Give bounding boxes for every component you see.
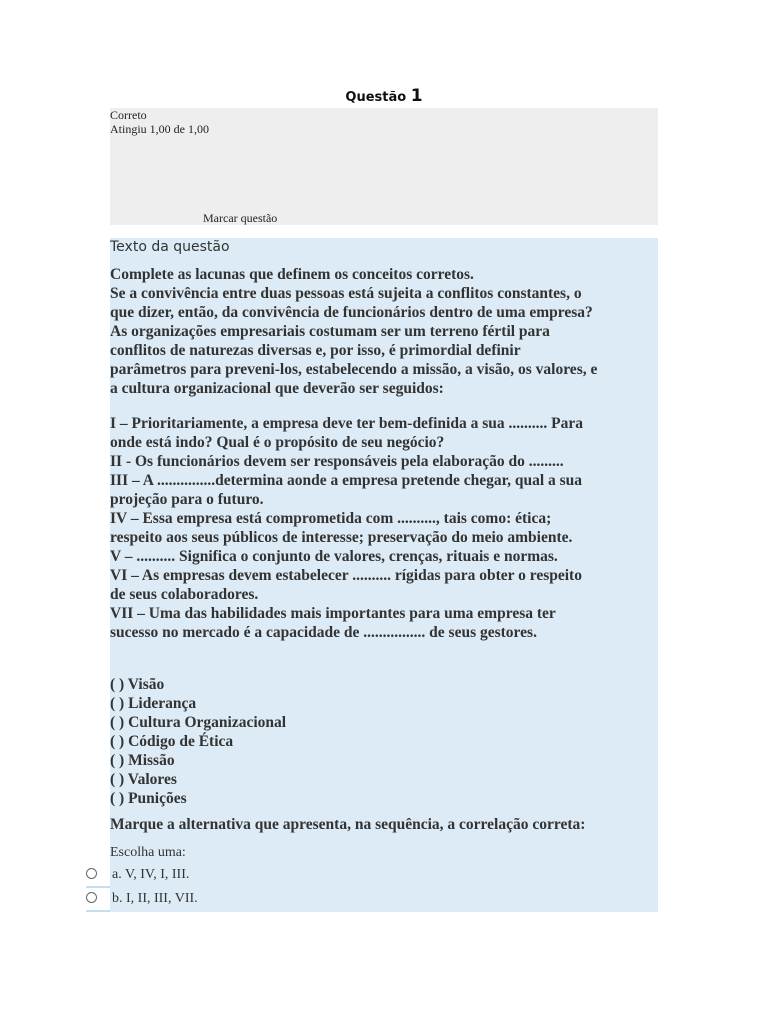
question-grade: Atingiu 1,00 de 1,00: [110, 122, 209, 136]
intro-line: parâmetros para preveni-los, estabelecendo a missão, a visão, os valores, e: [110, 361, 598, 378]
question-number: 1: [410, 86, 423, 106]
choose-one-label: Escolha uma:: [110, 845, 186, 860]
question-instruction: Marque a alternativa que apresenta, na sequência, a correlação correta:: [110, 816, 586, 833]
statement-line: projeção para o futuro.: [110, 491, 264, 508]
intro-line: conflitos de naturezas diversas e, por isso, é primordial definir: [110, 342, 521, 359]
intro-line: que dizer, então, da convivência de funcionários dentro de uma empresa?: [110, 304, 593, 321]
blank-item: ( ) Código de Ética: [110, 733, 234, 750]
answer-option-label[interactable]: b. I, II, III, VII.: [112, 891, 198, 906]
radio-button[interactable]: [86, 868, 97, 879]
statement-line: I – Prioritariamente, a empresa deve ter bem-definida a sua .......... Para: [110, 415, 583, 432]
blank-item: ( ) Liderança: [110, 695, 197, 712]
question-header: [110, 86, 658, 109]
statement-line: II - Os funcionários devem ser responsáveis pela elaboração do .........: [110, 453, 564, 470]
answer-option-b[interactable]: [86, 890, 226, 912]
blank-item: ( ) Visão: [110, 676, 165, 693]
statement-line: IV – Essa empresa está comprometida com .........., tais como: ética;: [110, 510, 552, 527]
intro-line: a cultura organizacional que deverão ser seguidos:: [110, 380, 444, 397]
radio-button[interactable]: [86, 892, 97, 903]
statement-line: sucesso no mercado é a capacidade de ................ de seus gestores.: [110, 624, 537, 641]
statement-line: onde está indo? Qual é o propósito de seu negócio?: [110, 434, 445, 451]
statement-line: VI – As empresas devem estabelecer .......... rígidas para obter o respeito: [110, 567, 582, 584]
intro-line: As organizações empresariais costumam ser um terreno fértil para: [110, 323, 550, 340]
blank-item: ( ) Cultura Organizacional: [110, 714, 287, 731]
question-text-panel: [110, 238, 658, 912]
blank-item: ( ) Missão: [110, 752, 175, 769]
question-text-label: Texto da questão: [110, 239, 230, 255]
intro-line: Se a convivência entre duas pessoas está sujeita a conflitos constantes, o: [110, 285, 582, 302]
blank-item: ( ) Valores: [110, 771, 177, 788]
statement-line: III – A ...............determina aonde a empresa pretende chegar, qual a sua: [110, 472, 583, 489]
question-body: [110, 265, 662, 834]
answer-option-label[interactable]: a. V, IV, I, III.: [112, 867, 190, 882]
question-info-panel: [110, 108, 658, 225]
question-status: Correto: [110, 108, 147, 122]
statement-line: VII – Uma das habilidades mais importantes para uma empresa ter: [110, 605, 556, 622]
statement-line: V – .......... Significa o conjunto de valores, crenças, rituais e normas.: [110, 548, 558, 565]
answer-option-a[interactable]: [86, 866, 226, 888]
question-prefix: Questão: [345, 90, 407, 105]
statement-line: respeito aos seus públicos de interesse; preservação do meio ambiente.: [110, 529, 573, 546]
statement-line: de seus colaboradores.: [110, 586, 259, 603]
blank-item: ( ) Punições: [110, 790, 187, 807]
flag-question-link[interactable]: Marcar questão: [203, 211, 278, 225]
intro-line: Complete as lacunas que definem os conceitos corretos.: [110, 266, 474, 283]
